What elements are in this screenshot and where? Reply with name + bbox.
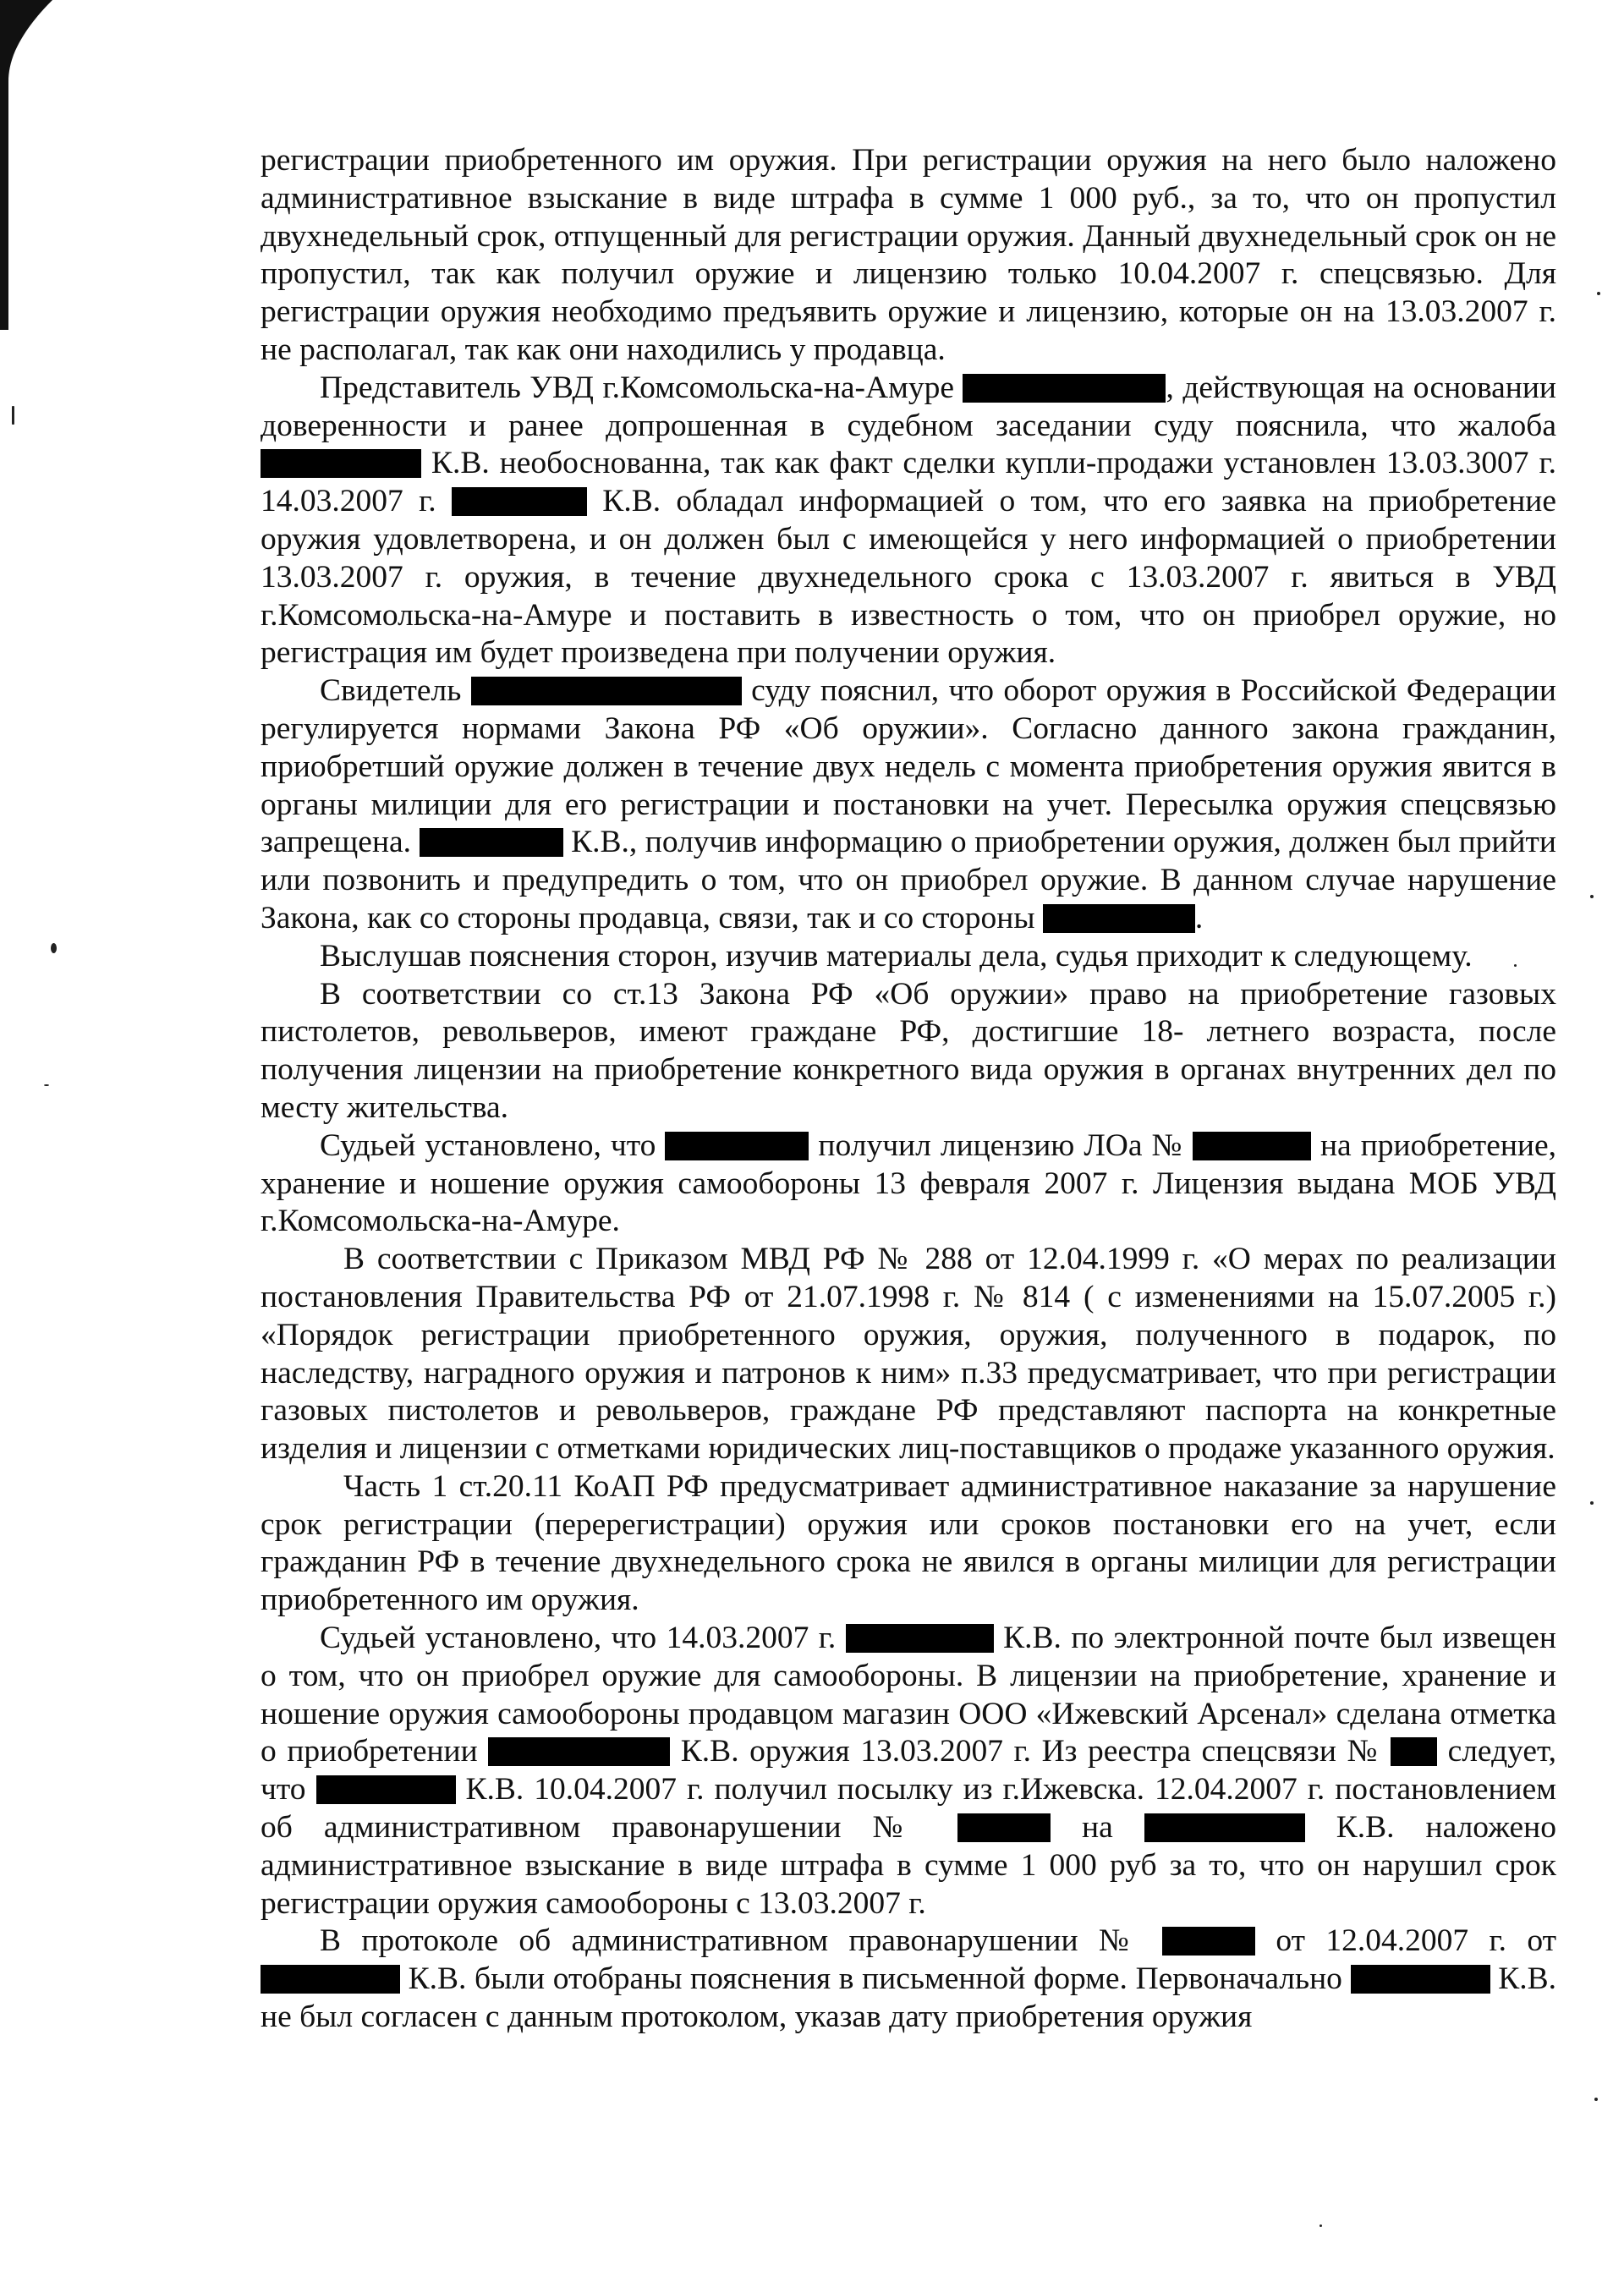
paragraph-6: Судьей установлено, что получил лицензию ЛОа № на приобретение, хранение и ношение оружия самообороны 13 февраля 2007 г. Лицензия выдана МОБ УВД г.Комсомольска-на-Амуре. — [261, 1127, 1556, 1239]
redaction-box — [316, 1775, 456, 1804]
redaction-box — [261, 1965, 400, 1994]
scan-speck — [1590, 1501, 1594, 1505]
scan-speck — [1320, 2224, 1322, 2227]
scan-speck — [1590, 895, 1594, 898]
redaction-box — [957, 1813, 1051, 1842]
redaction-box — [488, 1737, 670, 1766]
paragraph-8: Часть 1 ст.20.11 КоАП РФ предусматривает административное наказание за нарушение срок регистрации (перерегистрации) оружия или сроков постановки его на учет, если гражданин РФ в течение двухнедельного срока не явился в органы милиции для регистрации приобретенного им оружия. — [261, 1468, 1556, 1618]
scan-speck — [1597, 292, 1600, 295]
scan-speck — [12, 406, 14, 425]
paragraph-1: регистрации приобретенного им оружия. При регистрации оружия на него было наложено административное взыскание в виде штрафа в сумме 1 000 руб., за то, что он пропустил двухнедельный срок, отпущенный для регистрации оружия. Данный двухнедельный срок он не пропустил, так как получил оружие и лицензию только 10.04.2007 г. спецсвязью. Для регистрации оружия необходимо предъявить оружие и лицензию, которые он на 13.03.2007 г. не располагал, так как они находились у продавца. — [261, 143, 1556, 367]
paragraph-10: В протоколе об административном правонарушении № от 12.04.2007 г. от К.В. были отобраны пояснения в письменной форме. Первоначально К.В. не был согласен с данным протоколом, указав дату приобретения оружия — [261, 1923, 1556, 2035]
redaction-box — [261, 449, 421, 478]
scan-speck — [44, 1084, 49, 1086]
redaction-box — [665, 1132, 809, 1160]
scan-speck — [1514, 964, 1517, 967]
paragraph-4: Выслушав пояснения сторон, изучив материалы дела, судья приходит к следующему. — [320, 938, 1473, 974]
redaction-box — [1351, 1965, 1490, 1994]
paragraph-7: В соответствии с Приказом МВД РФ № 288 от 12.04.1999 г. «О мерах по реализации постановления Правительства РФ от 21.07.1998 г. № 814 ( с изменениями на 15.07.2005 г.) «Порядок регистрации приобретенного оружия, оружия, полученного в подарок, по наследству, наградного оружия и патронов к ним» п.33 предусматривает, что при регистрации газовых пистолетов и револьверов, граждане РФ представляют паспорта на конкретные изделия и лицензии с отметками юридических лиц-поставщиков о продаже указанного оружия. — [261, 1242, 1556, 1467]
paragraph-2: Представитель УВД г.Комсомольска-на-Амуре , действующая на основании доверенности и ранее допрошенная в судебном заседании суду пояснила, что жалоба К.В. необоснованна, так как факт сделки купли-продажи установлен 13.03.3007 г. 14.03.2007 г. К.В. обладал информацией о том, что его заявка на приобретение оружия удовлетворена, и он должен был с имеющейся у него информацией о приобретении 13.03.2007 г. оружия, в течение двухнедельного срока с 13.03.2007 г. явиться в УВД г.Комсомольска-на-Амуре и поставить в известность о том, что он приобрел оружие, но регистрация им будет произведена при получении оружия. — [261, 370, 1557, 671]
paragraph-3: Свидетель суду пояснил, что оборот оружия в Российской Федерации регулируется нормами Закона РФ «Об оружии». Согласно данного закона гражданин, приобретший оружие должен в течение двух недель с момента приобретения оружия явится в органы милиции для его регистрации и постановки на учет. Пересылка оружия спецсвязью запрещена. К.В., получив информацию о приобретении оружия, должен был прийти или позвонить и предупредить о том, что он приобрел оружие. В данном случае нарушение Закона, как со стороны продавца, связи, так и со стороны . — [261, 673, 1557, 935]
redaction-box — [1043, 904, 1195, 933]
redaction-box — [471, 677, 742, 705]
redaction-box — [420, 828, 563, 857]
scan-corner-mark — [0, 0, 102, 330]
redaction-box — [1193, 1132, 1311, 1160]
redaction-box — [1391, 1737, 1437, 1766]
redaction-box — [452, 487, 587, 516]
paragraph-5: В соответствии со ст.13 Закона РФ «Об оружии» право на приобретение газовых пистолетов, револьверов, имеют граждане РФ, достигшие 18- летнего возраста, после получения лицензии на приобретение конкретного вида оружия в органах внутренних дел по месту жительства. — [261, 976, 1556, 1125]
redaction-box — [1162, 1927, 1255, 1956]
paragraph-9: Судьей установлено, что 14.03.2007 г. К.В. по электронной почте был извещен о том, что он приобрел оружие для самообороны. В лицензии на приобретение, хранение и ношение оружия самообороны продавцом магазин ООО «Ижевский Арсенал» сделана отметка о приобретении К.В. оружия 13.03.2007 г. Из реестра спецсвязи № следует, что К.В. 10.04.2007 г. получил посылку из г.Ижевска. 12.04.2007 г. постановлением об административном правонарушении № на К.В. наложено административное взыскание в виде штрафа в сумме 1 000 руб за то, что он нарушил срок регистрации оружия самообороны с 13.03.2007 г. — [261, 1621, 1556, 1921]
redaction-box — [846, 1624, 994, 1653]
document-body — [261, 142, 1556, 2037]
scan-speck — [51, 943, 57, 953]
scan-speck — [1594, 2098, 1598, 2101]
redaction-box — [963, 374, 1166, 403]
redaction-box — [1144, 1813, 1305, 1842]
